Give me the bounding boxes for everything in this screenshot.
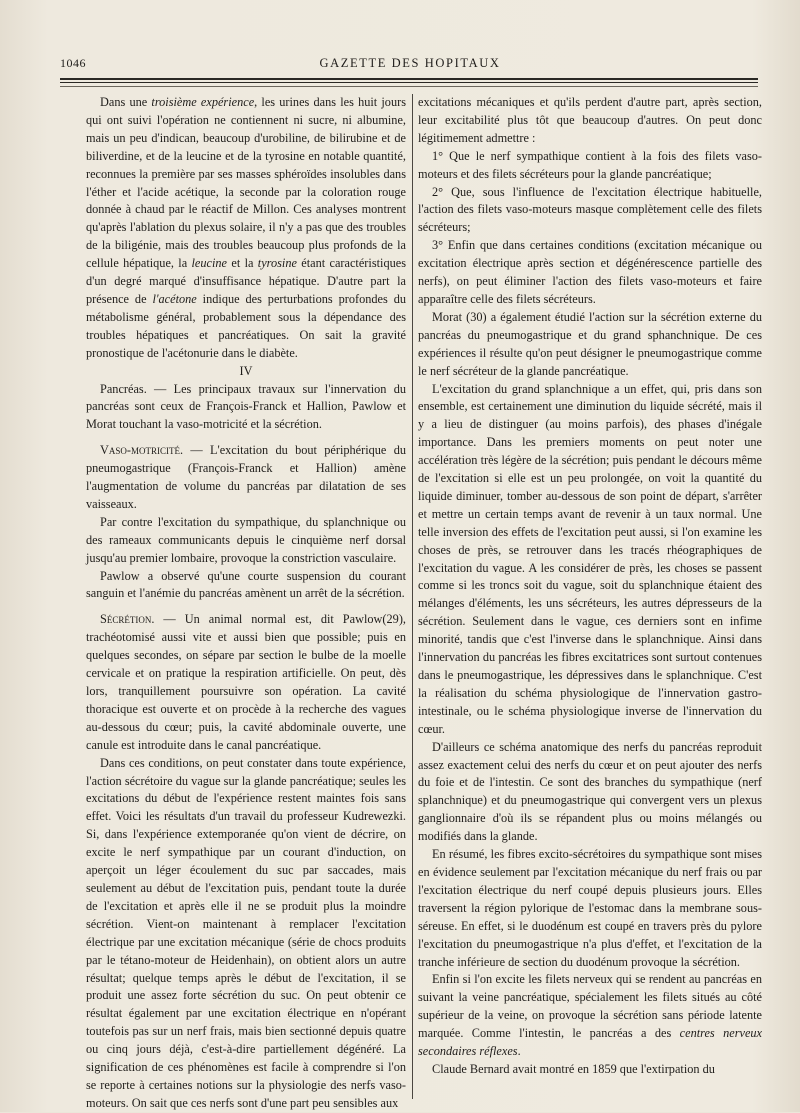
header-rule-thick [60, 78, 758, 80]
right-column [418, 94, 762, 1079]
journal-title: GAZETTE DES HOPITAUX [319, 56, 501, 70]
paragraph: D'ailleurs ce schéma anatomique des nerfs du pancréas reproduit assez exactement celui des nerfs du cœur et on peut ajouter des nerfs du foie et de l'intestin. Ce sont des branches du sympathique (nerf splanchnique) et du pneumogastrique qui convergent vers un plexus ganglionnaire d'où ils se répandent plus ou moins mélangés ou modifiés dans la glande. [418, 739, 762, 844]
run-in-heading: Sécrétion. [100, 612, 155, 627]
paragraph: Enfin si l'on excite les filets nerveux qui se rendent au pancréas en suivant la veine pancréatique, spécialement les filets situés au côté supérieur de la veine, on provoque la sécrétion sans période latente marquée. Comme l'intestin, le pancréas a des centres nerveux secondaires réflexes. [418, 972, 763, 1059]
left-column [86, 94, 406, 1113]
paragraph: 1° Que le nerf sympathique contient à la fois des filets vaso-moteurs et des filets sécréteurs pour la glande pancréatique; [418, 148, 762, 181]
section-numeral: IV [239, 363, 253, 378]
paragraph: 3° Enfin que dans certaines conditions (excitation mécanique ou excitation électrique après section et dégénérescence partielle des nerfs), on peut éliminer l'action des filets vaso-moteurs et faire apparaître celle des filets sécréteurs. [418, 238, 762, 306]
page-header [60, 56, 760, 76]
paragraph: Pawlow a observé qu'une courte suspension du courant sanguin et l'anémie du pancréas amènent un arrêt de la sécrétion. [86, 568, 406, 601]
paragraph: Par contre l'excitation du sympathique, du splanchnique ou des rameaux communicants depuis le cinquième nerf dorsal jusqu'au premier lombaire, provoque la constriction vasculaire. [86, 514, 406, 565]
column-divider [412, 94, 413, 1099]
paragraph: excitations mécaniques et qu'ils perdent d'autre part, après section, leur excitabilité plus tôt que beaucoup d'autres. On peut donc légitimement admettre : [418, 95, 762, 145]
paragraph: Pancréas. — Les principaux travaux sur l'innervation du pancréas sont ceux de François-Franck et Hallion, Pawlow et Morat touchant la vaso-motricité et la sécrétion. [86, 381, 406, 432]
paragraph: Morat (30) a également étudié l'action sur la sécrétion externe du pancréas du pneumogastrique et du grand sphanchnique. De ces expériences il résulte qu'on peut désigner le pneumogastrique comme le nerf sécréteur de la glande pancréatique. [418, 309, 762, 378]
paragraph: Claude Bernard avait montré en 1859 que l'extirpation du [432, 1061, 715, 1076]
paragraph: Dans ces conditions, on peut constater dans toute expérience, l'action sécrétoire du vague sur la glande pancréatique; seules les excitations du début de l'expérience restent maintes fois sans effet. Voici les résultats d'un travail du professeur Kudrewezki. Si, dans l'expérience extemporanée qu'on vient de décrire, on excite le nerf sympathique par un courant d'induction, on aperçoit un léger écoulement du suc par saccades, mais seulement au début de l'excitation puis, pendant toute la durée de l'excitation et après elle il ne se produit plus la moindre sécrétion. Vient-on maintenant à remplacer l'excitation électrique par une excitation mécanique (série de chocs produits par le tétano-moteur de Heidenhain), on obtient alors un autre résultat; quelque temps après le début de l'excitation, il se produit une assez forte sécrétion du suc. On peut obtenir ce résultat également par une excitation électrique en n'opérant toutefois pas sur un nerf frais, mais bien sectionné depuis quatre ou cinq jours déjà, c'est-à-dire partiellement dégénéré. La signification de ces phénomènes est facile à comprendre si l'on se reporte à certaines notions sur la physiologie des nerfs vaso-moteurs. On sait que ces nerfs sont d'une part peu sensibles aux [86, 755, 406, 1110]
run-in-heading: Pancréas. [100, 381, 147, 396]
header-rule-thin-2 [60, 86, 758, 87]
paragraph: En résumé, les fibres excito-sécrétoires du sympathique sont mises en évidence seulement par l'excitation mécanique du nerf frais ou par l'excitation électrique du nerf coupé depuis plusieurs jours. Elles traversent la région pylorique de l'estomac dans la membrane sous-séreuse. En effet, si le duodénum est coupé en travers près du pylore l'excitation du pneumogastrique n'a plus d'effet, et l'excitation de la tranche inférieure de section du duodénum provoque la sécrétion. [418, 847, 762, 969]
paragraph: 2° Que, sous l'influence de l'excitation électrique habituelle, l'action des filets vaso-moteurs masque complètement celle des filets sécréteurs; [418, 184, 762, 235]
paragraph: Sécrétion. — Un animal normal est, dit Pawlow(29), trachéotomisé aussi vite et aussi bien que possible; puis en quelques secondes, on sépare par section le bulbe de la moelle cervicale et on pratique la respiration artificielle. On peut, dès lors, tranquillement poursuivre son opération. La cavité thoracique est ouverte et on procède à la recherche des vagues au-dessous du cœur; puis, la cavité abdominale ouverte, une canule est introduite dans le canal pancréatique. [86, 612, 406, 752]
run-in-heading: Vaso-motricité. [100, 443, 184, 458]
paragraph: L'excitation du grand splanchnique a un effet, qui, pris dans son ensemble, est certainement une diminution du liquide sécrété, mais il y a lieu de distinguer (au moins parfois), des phases d'inégale importance. Dans les premiers moments on peut noter une accélération très légère de la sécrétion; puis pendant le décours même de l'excitation si elle est un peu prolongée, on voit la quantité du liquide diminuer, tomber au-dessous de son point de départ, s'arrêter et mettre un certain temps avant de revenir à un taux normal. Une telle inversion des effets de l'excitation peut aussi, si l'on examine les choses de près, se retrouver dans les tracés rhéographiques de l'excitation du vague. A les considérer de près, les choses se passent comme si les troncs soit du vague, soit du splanchnique étaient des mélanges d'éléments, les uns sécréteurs, les autres dépresseurs de la sécrétion. Seulement dans le vague, ces derniers sont en infime minorité, tandis que c'est l'inverse dans le splanchnique. Ainsi dans l'innervation du pancréas les fibres excitatrices sont surtout contenues dans le pneumogastrique, les dépressives dans le splanchnique. C'est la réalisation du schéma physiologique de l'innervation gastro-intestinale, ou le schéma physiologique inverse de l'innervation du cœur. [418, 381, 762, 736]
paragraph: Vaso-motricité. — L'excitation du bout périphérique du pneumogastrique (François-Franck et Hallion) amène l'augmentation de volume du pancréas par dilatation de ses vaisseaux. [86, 443, 406, 511]
page-number: 1046 [60, 56, 86, 70]
header-rule-thin [60, 82, 758, 83]
paragraph: Dans une troisième expérience, les urines dans les huit jours qui ont suivi l'opération ne contiennent ni sucre, ni albumine, mais un peu d'indican, beaucoup d'urobiline, de bilirubine et de biliverdine, et de la leucine et de la tyrosine en notable quantité, reconnues la première par ses masses sphéroïdes insolubles dans l'éther et l'acide acétique, la seconde par la coloration rouge donnée à chaud par le réactif de Millon. Ces analyses montrent qu'après l'ablation du plexus solaire, il n'y a pas que des troubles de la biligénie, mais des troubles beaucoup plus profonds de la cellule hépatique, la leucine et la tyrosine étant caractéristiques d'un degré marqué d'insuffisance hépatique. D'autre part la présence de l'acétone indique des perturbations profondes du métabolisme général, probablement sous la dépendance des troubles hépatiques et pancréatiques. On sait la gravité pronostique de l'acétonurie dans le diabète. [86, 95, 406, 360]
